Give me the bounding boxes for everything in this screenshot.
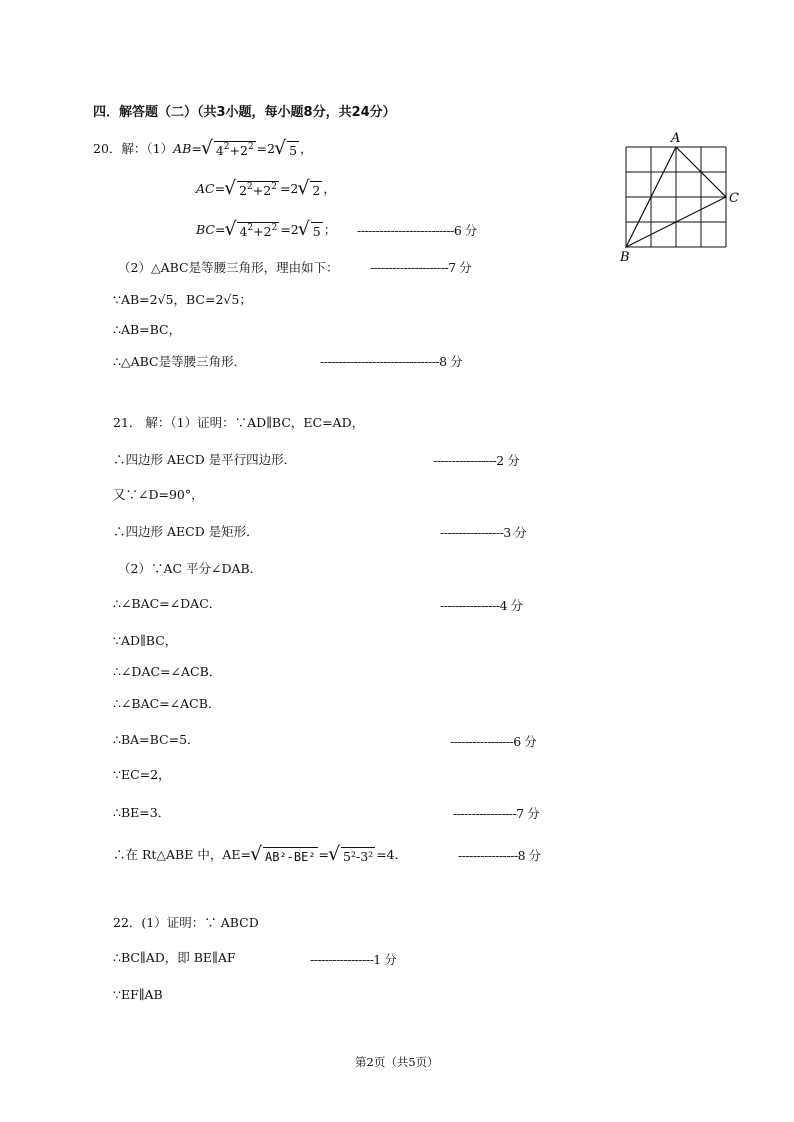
label-a: A	[671, 131, 681, 146]
q20-score-8: --------------------------------8 分	[320, 354, 463, 369]
q20-score-7: ---------------------7 分	[370, 260, 472, 275]
q20-part1: （1）	[146, 141, 174, 156]
q22-line-2: ∴BC∥AD，即 BE∥AF	[113, 950, 236, 965]
q20-ab-lhs: AB	[173, 141, 192, 156]
q20-line-ab: 20．解：（1）AB=√ $4^2+2^2 =2√$ 5 ，	[93, 140, 313, 160]
q21-ae-sqrt-1: √ AB²-BE²	[251, 847, 318, 866]
q21-line-3: 又∵∠D=90°，	[113, 487, 204, 502]
q21-line-12: ∴BE=3．	[113, 805, 171, 820]
q20-grid-figure	[612, 130, 742, 265]
q22-line-3: ∵EF∥AB	[113, 987, 163, 1002]
q21-line-8: ∴∠DAC=∠ACB．	[113, 664, 222, 679]
q20-ac-lhs: AC	[196, 181, 215, 196]
q21-ae-sqrt-2: √ 5²-3²	[329, 847, 375, 866]
q20-conclusion: ∴△ABC是等腰三角形．	[113, 354, 247, 369]
q21-line-13: ∴在 Rt△ABE 中，AE=√ AB²-BE² =√ 5²-3² =4．	[113, 846, 407, 866]
page-footer: 第2页（共5页）	[355, 1055, 439, 1069]
q22-score-1: -----------------1 分	[310, 952, 397, 967]
q21-score-3: -----------------3 分	[440, 525, 527, 540]
q21-score-2: -----------------2 分	[433, 453, 520, 468]
q20-part2: （2）△ABC是等腰三角形，理由如下：	[118, 260, 339, 275]
q21-line-10: ∴BA=BC=5．	[113, 732, 200, 747]
q21-score-7: -----------------7 分	[453, 806, 540, 821]
q20-bc-sqrt: √ $4^2+2^2$	[225, 222, 279, 241]
q21-score-6: -----------------6 分	[450, 734, 537, 749]
q20-bc-lhs: BC	[196, 222, 215, 237]
q20-line-bc: BC=√ $4^2+2^2 =2√$ 5 ；	[196, 221, 336, 241]
q21-ae-prefix: ∴在 Rt△ABE 中，AE=	[113, 847, 251, 862]
q21-line-9: ∴∠BAC=∠ACB．	[113, 696, 221, 711]
q20-ac-result-sqrt: √ 2	[298, 181, 322, 200]
q21-line-7: ∵AD∥BC，	[113, 633, 178, 648]
q21-line-6: ∴∠BAC=∠DAC．	[113, 596, 222, 611]
q21-line-11: ∵EC=2，	[113, 767, 171, 782]
q20-ab-result-sqrt: √ 5	[275, 141, 299, 160]
section-title: 四．解答题（二）（共3小题，每小题8分，共24分）	[93, 105, 396, 120]
q20-bc-result-sqrt: √ 5	[299, 222, 323, 241]
q21-line-2: ∴四边形 AECD 是平行四边形．	[113, 452, 297, 467]
q21-score-4: ----------------4 分	[440, 598, 523, 613]
label-b: B	[620, 250, 630, 265]
label-c: C	[729, 191, 739, 206]
q20-because: ∵AB=2√5，BC=2√5；	[113, 292, 252, 307]
q21-line-1: 21． 解：（1）证明：∵AD∥BC，EC=AD，	[113, 415, 365, 430]
q20-line-ac: AC=√ $2^2+2^2 =2√$ 2 ，	[196, 180, 336, 200]
q22-line-1: 22．(1）证明：∵ ABCD	[113, 915, 259, 930]
q21-line-4: ∴四边形 AECD 是矩形．	[113, 524, 259, 539]
q20-ac-sqrt: √ $2^2+2^2$	[225, 181, 279, 200]
q20-score-6: --------------------------6 分	[357, 223, 477, 238]
q20-ab-sqrt: √ $4^2+2^2$	[202, 141, 256, 160]
q20-number: 20．解：	[93, 141, 147, 156]
q20-equal: ∴AB=BC，	[113, 322, 182, 337]
q21-ae-result: =4．	[376, 847, 408, 862]
q21-score-8: ----------------8 分	[458, 848, 541, 863]
q21-line-5: （2）∵AC 平分∠DAB．	[118, 561, 263, 576]
